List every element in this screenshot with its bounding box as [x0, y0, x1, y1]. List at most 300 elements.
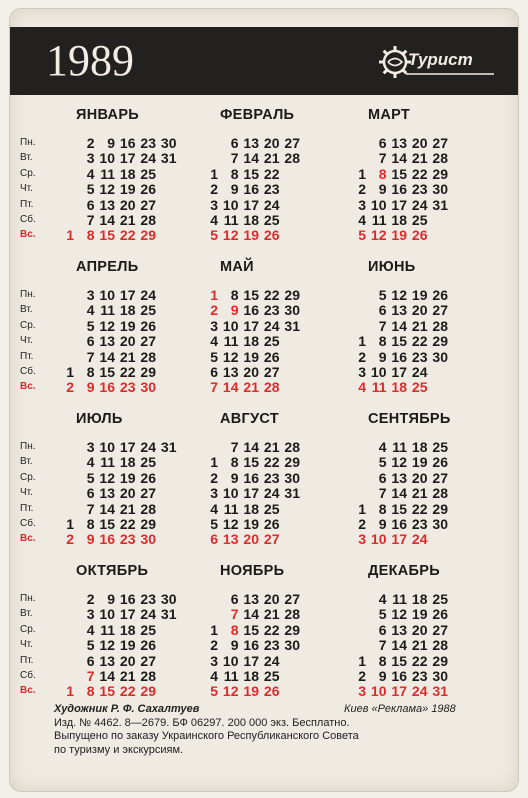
day-number: 13	[243, 135, 259, 151]
day-number: 25	[140, 302, 156, 319]
day-number: 28	[284, 606, 300, 623]
day-number: 22	[411, 500, 428, 517]
day-number: 30	[432, 181, 448, 198]
day-number: 2	[358, 516, 366, 532]
day-number: 10	[222, 485, 239, 502]
day-number: 24	[140, 606, 156, 623]
day-number: 25	[263, 333, 280, 350]
day-number: 19	[243, 683, 259, 700]
day-number: 12	[391, 287, 407, 303]
day-number: 2	[210, 302, 218, 319]
day-number: 12	[99, 317, 115, 334]
day-number: 8	[378, 333, 387, 350]
day-number: 22	[263, 165, 280, 182]
day-number: 30	[284, 302, 300, 319]
day-number: 30	[432, 348, 448, 365]
weekday-label: Пт.	[20, 502, 34, 514]
day-number: 18	[391, 212, 407, 228]
day-number: 13	[222, 364, 239, 380]
weekday-label: Ср.	[20, 167, 36, 179]
day-number: 30	[432, 668, 448, 684]
day-number: 30	[284, 469, 300, 486]
day-number: 4	[210, 500, 218, 517]
day-number: 29	[140, 364, 156, 380]
day-number: 9	[230, 469, 239, 486]
day-grid	[334, 283, 494, 409]
day-number: 4	[358, 379, 366, 396]
day-number: 12	[391, 454, 407, 471]
day-number: 24	[140, 287, 156, 303]
day-number: 29	[140, 683, 156, 700]
day-number: 5	[378, 454, 387, 471]
month-name: ДЕКАБРЬ	[368, 563, 440, 579]
day-number: 20	[411, 621, 428, 638]
year-title: 1989	[46, 36, 134, 85]
day-grid	[42, 131, 202, 257]
day-number: 8	[378, 165, 387, 182]
day-number: 20	[119, 652, 136, 669]
day-number: 31	[284, 317, 300, 334]
month-name: ЯНВАРЬ	[76, 107, 140, 123]
day-number: 13	[99, 652, 115, 669]
month-block	[186, 107, 346, 257]
month-block	[186, 259, 346, 409]
day-number: 14	[222, 379, 239, 396]
month-block	[20, 563, 202, 713]
day-number: 28	[140, 500, 156, 517]
day-number: 6	[86, 333, 95, 350]
day-number: 24	[263, 485, 280, 502]
day-number: 5	[378, 287, 387, 303]
day-number: 7	[230, 150, 239, 167]
day-number: 20	[411, 469, 428, 486]
day-number: 18	[119, 302, 136, 319]
day-number: 9	[230, 181, 239, 198]
day-number: 24	[411, 364, 428, 380]
day-number: 20	[243, 531, 259, 548]
day-number: 13	[391, 302, 407, 319]
day-number: 21	[119, 348, 136, 365]
day-number: 1	[210, 621, 218, 638]
day-number: 31	[160, 150, 177, 167]
day-number: 11	[100, 165, 115, 182]
day-number: 9	[378, 516, 387, 532]
day-number: 15	[99, 227, 115, 244]
day-number: 13	[99, 196, 115, 213]
day-number: 3	[86, 439, 95, 455]
weekday-label: Пн.	[20, 593, 36, 604]
month-name: ИЮНЬ	[368, 259, 416, 275]
day-number: 3	[86, 150, 95, 167]
day-number: 11	[392, 591, 407, 607]
day-number: 6	[210, 364, 218, 380]
day-number: 1	[66, 516, 74, 532]
day-number: 23	[140, 135, 156, 151]
day-number: 20	[119, 196, 136, 213]
day-number: 17	[391, 364, 407, 380]
day-number: 22	[263, 454, 280, 471]
day-grid	[334, 587, 494, 713]
day-number: 13	[243, 591, 259, 607]
day-number: 7	[230, 606, 239, 623]
day-number: 1	[358, 500, 366, 517]
day-number: 10	[370, 683, 387, 700]
day-number: 12	[370, 227, 387, 244]
day-number: 26	[140, 469, 156, 486]
day-number: 14	[391, 637, 407, 654]
day-number: 29	[284, 621, 300, 638]
day-grid	[334, 131, 494, 257]
day-number: 8	[230, 165, 239, 182]
day-number: 13	[222, 531, 239, 548]
header-band	[10, 27, 518, 95]
weekday-label: Чт.	[20, 487, 33, 499]
day-number: 5	[210, 348, 218, 365]
day-number: 6	[86, 652, 95, 669]
weekday-label: Вс.	[20, 685, 36, 697]
day-number: 25	[432, 591, 448, 607]
weekday-label: Ср.	[20, 471, 36, 483]
edition-info: Изд. № 4462. 8—2679. БФ 06297. 200 000 экз. Бесплатно.	[54, 716, 350, 729]
day-number: 21	[411, 485, 428, 502]
month-name: АПРЕЛЬ	[76, 259, 139, 275]
day-number: 7	[378, 317, 387, 334]
footer	[54, 703, 504, 757]
day-number: 7	[86, 212, 95, 228]
day-number: 3	[358, 364, 366, 380]
day-number: 9	[107, 591, 115, 607]
weekday-label: Чт.	[20, 639, 33, 651]
weekday-label: Сб.	[20, 669, 36, 681]
day-number: 9	[86, 531, 95, 548]
day-number: 29	[284, 454, 300, 471]
day-number: 15	[243, 287, 259, 303]
day-number: 26	[140, 637, 156, 654]
month-name: СЕНТЯБРЬ	[368, 411, 451, 427]
day-number: 25	[140, 621, 156, 638]
day-number: 1	[210, 454, 218, 471]
day-number: 20	[243, 364, 259, 380]
day-number: 1	[66, 227, 74, 244]
day-number: 24	[411, 196, 428, 213]
day-number: 14	[391, 317, 407, 334]
day-number: 26	[432, 606, 448, 623]
day-grid	[186, 283, 346, 409]
day-number: 27	[284, 135, 300, 151]
day-number: 17	[243, 196, 259, 213]
day-number: 28	[432, 150, 448, 167]
day-number: 23	[411, 181, 428, 198]
day-number: 5	[86, 317, 95, 334]
day-number: 25	[263, 668, 280, 684]
day-number: 31	[432, 683, 448, 700]
day-number: 3	[210, 196, 218, 213]
day-number: 7	[230, 439, 239, 455]
day-number: 11	[223, 333, 239, 350]
day-number: 26	[411, 227, 428, 244]
day-number: 18	[119, 165, 136, 182]
day-number: 11	[223, 668, 239, 684]
day-number: 7	[86, 668, 95, 684]
day-number: 21	[119, 212, 136, 228]
day-number: 31	[432, 196, 448, 213]
day-number: 2	[210, 637, 218, 654]
day-number: 11	[100, 302, 115, 319]
day-number: 26	[432, 287, 448, 303]
day-number: 9	[86, 379, 95, 396]
day-number: 19	[243, 348, 259, 365]
day-number: 8	[378, 652, 387, 669]
day-number: 8	[230, 287, 239, 303]
day-number: 4	[210, 212, 218, 228]
day-number: 2	[210, 181, 218, 198]
day-number: 22	[411, 652, 428, 669]
day-number: 4	[378, 591, 387, 607]
day-number: 23	[263, 469, 280, 486]
day-number: 20	[411, 135, 428, 151]
day-number: 19	[119, 317, 136, 334]
day-number: 23	[263, 637, 280, 654]
month-block	[334, 259, 494, 409]
month-name: АВГУСТ	[220, 411, 279, 427]
day-number: 19	[119, 637, 136, 654]
day-number: 3	[358, 683, 366, 700]
day-number: 27	[432, 302, 448, 319]
weekday-label: Ср.	[20, 623, 36, 635]
month-name: НОЯБРЬ	[220, 563, 285, 579]
day-number: 20	[119, 485, 136, 502]
day-number: 22	[119, 683, 136, 700]
weekday-label: Вс.	[20, 533, 36, 545]
day-number: 16	[119, 591, 136, 607]
month-name: ОКТЯБРЬ	[76, 563, 149, 579]
day-number: 18	[119, 454, 136, 471]
day-number: 8	[86, 364, 95, 380]
day-number: 22	[119, 516, 136, 532]
calendar-card	[9, 8, 519, 792]
day-number: 25	[140, 165, 156, 182]
day-number: 30	[140, 531, 156, 548]
day-number: 2	[66, 531, 74, 548]
day-number: 5	[86, 181, 95, 198]
day-number: 1	[210, 287, 218, 303]
day-number: 30	[284, 637, 300, 654]
day-number: 26	[263, 683, 280, 700]
day-number: 10	[222, 317, 239, 334]
day-number: 24	[263, 317, 280, 334]
weekday-label: Пн.	[20, 441, 36, 452]
day-number: 28	[263, 379, 280, 396]
day-number: 3	[358, 196, 366, 213]
day-number: 18	[243, 500, 259, 517]
day-number: 23	[411, 668, 428, 684]
day-number: 27	[263, 364, 280, 380]
weekday-label: Вт.	[20, 304, 33, 316]
month-name: МАЙ	[220, 259, 254, 275]
day-number: 16	[99, 379, 115, 396]
day-number: 15	[243, 621, 259, 638]
day-number: 21	[263, 439, 280, 455]
day-number: 2	[210, 469, 218, 486]
month-block	[334, 411, 494, 561]
day-number: 23	[119, 531, 136, 548]
day-number: 20	[263, 591, 280, 607]
day-number: 24	[140, 150, 156, 167]
day-number: 8	[86, 227, 95, 244]
day-number: 9	[378, 181, 387, 198]
day-number: 4	[86, 165, 95, 182]
day-number: 13	[99, 485, 115, 502]
day-number: 17	[243, 485, 259, 502]
publisher: Киев «Реклама» 1988	[344, 703, 456, 715]
day-number: 9	[378, 348, 387, 365]
day-number: 19	[391, 227, 407, 244]
day-number: 12	[99, 637, 115, 654]
day-number: 17	[243, 317, 259, 334]
month-block	[186, 411, 346, 561]
weekday-label: Вс.	[20, 381, 36, 393]
day-number: 28	[284, 439, 300, 455]
day-number: 1	[358, 333, 366, 350]
day-number: 10	[370, 364, 387, 380]
day-number: 17	[391, 683, 407, 700]
day-number: 26	[263, 348, 280, 365]
turist-logo	[378, 43, 498, 83]
day-number: 7	[378, 150, 387, 167]
logo-text: Турист	[408, 50, 473, 69]
day-number: 11	[371, 212, 387, 228]
day-number: 5	[86, 637, 95, 654]
day-grid	[42, 283, 202, 409]
weekday-label: Чт.	[20, 183, 33, 195]
day-number: 19	[411, 606, 428, 623]
day-number: 9	[378, 668, 387, 684]
day-number: 4	[378, 439, 387, 455]
day-number: 1	[66, 364, 74, 380]
day-number: 1	[358, 165, 366, 182]
day-number: 22	[119, 364, 136, 380]
day-number: 4	[358, 212, 366, 228]
day-number: 5	[210, 227, 218, 244]
day-number: 10	[99, 439, 115, 455]
artist-credit: Художник Р. Ф. Сахалтуев	[54, 703, 200, 715]
day-number: 25	[140, 454, 156, 471]
order-info: Выпущено по заказу Украинского Республиканского Совета	[54, 730, 359, 742]
day-number: 25	[263, 212, 280, 228]
day-grid	[186, 435, 346, 561]
day-number: 4	[86, 302, 95, 319]
day-number: 16	[119, 135, 136, 151]
weekday-label: Чт.	[20, 335, 33, 347]
day-number: 6	[378, 469, 387, 486]
month-block	[20, 107, 202, 257]
day-number: 22	[119, 227, 136, 244]
order-info-continued: по туризму и экскурсиям.	[54, 743, 184, 756]
day-number: 8	[86, 683, 95, 700]
day-number: 5	[210, 516, 218, 532]
day-number: 17	[119, 150, 136, 167]
day-number: 15	[243, 454, 259, 471]
day-number: 31	[160, 606, 177, 623]
day-number: 17	[119, 439, 136, 455]
day-number: 1	[358, 652, 366, 669]
day-number: 28	[140, 668, 156, 684]
day-number: 3	[86, 287, 95, 303]
day-number: 15	[391, 165, 407, 182]
day-grid	[186, 131, 346, 257]
day-number: 18	[391, 379, 407, 396]
day-number: 28	[140, 212, 156, 228]
day-number: 26	[263, 516, 280, 532]
day-number: 14	[99, 348, 115, 365]
day-grid	[42, 587, 202, 713]
day-number: 8	[230, 621, 239, 638]
day-number: 3	[210, 652, 218, 669]
day-number: 3	[86, 606, 95, 623]
month-name: ФЕВРАЛЬ	[220, 107, 295, 123]
day-number: 27	[140, 485, 156, 502]
day-number: 19	[243, 516, 259, 532]
day-number: 27	[140, 196, 156, 213]
weekday-label: Сб.	[20, 517, 36, 529]
day-number: 7	[86, 500, 95, 517]
day-number: 16	[391, 516, 407, 532]
day-number: 14	[243, 606, 259, 623]
day-number: 5	[86, 469, 95, 486]
day-number: 11	[223, 500, 239, 517]
day-number: 6	[230, 591, 239, 607]
day-number: 8	[230, 454, 239, 471]
day-number: 3	[210, 485, 218, 502]
day-number: 25	[263, 500, 280, 517]
day-number: 10	[222, 652, 239, 669]
weekday-label: Вс.	[20, 229, 36, 241]
day-number: 17	[119, 287, 136, 303]
day-number: 16	[391, 348, 407, 365]
month-block	[20, 259, 202, 409]
day-number: 14	[99, 668, 115, 684]
day-number: 25	[432, 439, 448, 455]
day-number: 2	[358, 348, 366, 365]
day-number: 15	[391, 333, 407, 350]
day-number: 30	[140, 379, 156, 396]
logo-underline	[406, 71, 496, 77]
day-number: 5	[210, 683, 218, 700]
day-number: 7	[86, 348, 95, 365]
day-number: 6	[86, 485, 95, 502]
day-number: 16	[243, 302, 259, 319]
day-number: 27	[284, 591, 300, 607]
day-number: 29	[432, 333, 448, 350]
day-number: 17	[391, 196, 407, 213]
day-number: 27	[432, 469, 448, 486]
day-number: 23	[119, 379, 136, 396]
day-number: 21	[411, 637, 428, 654]
day-number: 10	[370, 531, 387, 548]
day-number: 14	[99, 500, 115, 517]
day-number: 18	[411, 591, 428, 607]
day-number: 20	[119, 333, 136, 350]
day-number: 22	[411, 165, 428, 182]
day-number: 22	[263, 621, 280, 638]
day-number: 14	[391, 485, 407, 502]
day-number: 13	[391, 469, 407, 486]
day-number: 29	[432, 165, 448, 182]
day-number: 28	[432, 317, 448, 334]
day-number: 2	[86, 135, 95, 151]
weekday-label: Вт.	[20, 608, 33, 620]
day-number: 22	[263, 287, 280, 303]
